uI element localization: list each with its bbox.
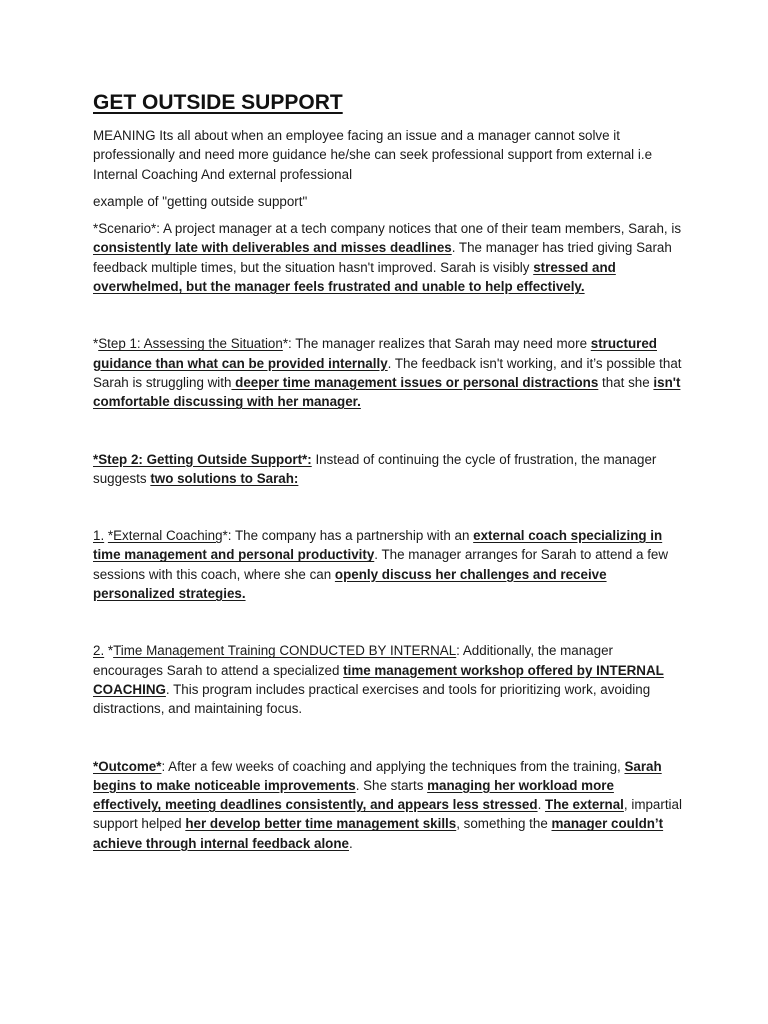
item1-number: 1. xyxy=(93,528,105,544)
step1-text: * xyxy=(93,336,99,352)
step2-label: *Step 2: Getting Outside Support*: xyxy=(93,451,312,467)
outcome-text: , impartial support helped xyxy=(93,797,682,832)
outcome-text: , something the xyxy=(456,816,552,832)
outcome-highlight: The external xyxy=(545,797,624,813)
outcome-label: *Outcome* xyxy=(93,758,162,774)
outcome-highlight: managing her workload more effectively, meeting deadlines consistently, and appears less stressed xyxy=(93,777,614,813)
item2-label: Time Management Training CONDUCTED BY INTERNAL xyxy=(113,643,457,659)
step1-highlight: deeper time management issues or personal distractions xyxy=(231,374,599,390)
scenario-text: . The manager has tried giving Sarah feedback multiple times, but the situation hasn't improved. Sarah is visibly xyxy=(93,240,672,275)
scenario-highlight: stressed and overwhelmed, but the manager feels frustrated and unable to help effectively. xyxy=(93,259,616,295)
item1-highlight: external coach specializing in time management and personal productivity xyxy=(93,528,663,563)
step2-text: Instead of continuing the cycle of frustration, the manager suggests xyxy=(93,451,657,486)
external-coaching-paragraph xyxy=(93,526,683,603)
step2-paragraph xyxy=(93,450,683,489)
step2-highlight: two solutions to Sarah: xyxy=(150,470,299,486)
outcome-highlight: manager couldn’t achieve through internal feedback alone xyxy=(93,816,664,851)
item2-text: * xyxy=(104,643,114,659)
item1-label: *External Coaching xyxy=(107,528,223,544)
item1-highlight: openly discuss her challenges and receive personalized strategies. xyxy=(93,566,607,602)
scenario-text: *Scenario*: A project manager at a tech company notices that one of their team members, Sarah, is xyxy=(93,221,682,237)
outcome-text: : After a few weeks of coaching and applying the techniques from the training, xyxy=(161,758,625,774)
scenario-paragraph xyxy=(93,219,683,296)
outcome-paragraph xyxy=(93,757,683,853)
item2-text: : Additionally, the manager encourages Sarah to attend a specialized xyxy=(93,643,613,678)
item2-number: 2. xyxy=(93,643,105,659)
step1-text: *: The manager realizes that Sarah may need more xyxy=(282,336,591,352)
scenario-highlight: consistently late with deliverables and misses deadlines xyxy=(93,240,452,256)
outcome-text: . xyxy=(537,797,546,813)
step1-highlight: isn't comfortable discussing with her manager. xyxy=(93,374,681,410)
item2-highlight: time management workshop offered by INTERNAL COACHING xyxy=(93,662,664,697)
step1-text: . The feedback isn't working, and it’s possible that Sarah is struggling with xyxy=(93,355,682,390)
internal-training-paragraph xyxy=(93,641,683,718)
step1-text: that she xyxy=(598,374,654,390)
meaning-paragraph: MEANING Its all about when an employee facing an issue and a manager cannot solve it professionally and need more guidance he/she can seek professional support from external i.e Internal Coaching And external professional xyxy=(93,128,653,182)
outcome-text: . xyxy=(348,835,353,851)
outcome-text: . She starts xyxy=(355,777,428,793)
outcome-highlight: her develop better time management skills xyxy=(185,816,457,832)
document-page xyxy=(93,88,683,853)
example-heading: example of "getting outside support" xyxy=(93,193,308,209)
step1-label: Step 1: Assessing the Situation xyxy=(98,336,283,352)
item2-text: . This program includes practical exercises and tools for prioritizing work, avoiding distractions, and maintaining focus. xyxy=(93,681,651,717)
step1-paragraph xyxy=(93,334,683,411)
item1-text: . The manager arranges for Sarah to attend a few sessions with this coach, where she can xyxy=(93,547,669,582)
document-title: GET OUTSIDE SUPPORT xyxy=(93,91,343,114)
outcome-highlight: Sarah begins to make noticeable improvements xyxy=(93,758,662,793)
item1-text: *: The company has a partnership with an xyxy=(222,528,474,544)
step1-highlight: structured guidance than what can be provided internally xyxy=(93,336,657,371)
